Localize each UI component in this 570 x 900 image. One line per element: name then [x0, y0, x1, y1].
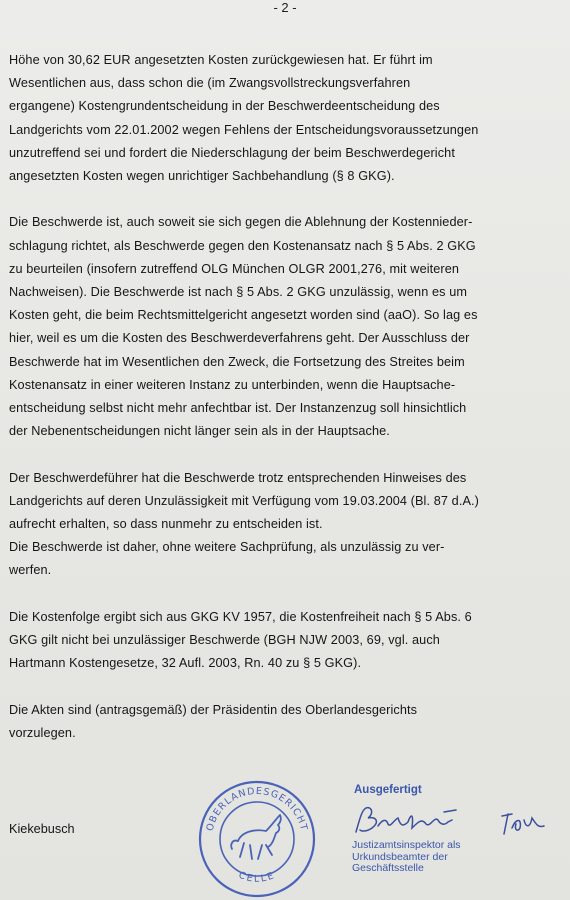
certification-role [352, 840, 461, 875]
text-line: Landgerichts auf deren Unzulässigkeit mit Verfügung vom 19.03.2004 (Bl. 87 d.A.) [9, 493, 479, 508]
text-line: Höhe von 30,62 EUR angesetzten Kosten zurückgewiesen hat. Er führt im [9, 53, 433, 67]
text-line: GKG gilt nicht bei unzulässiger Beschwerde (BGH NJW 2003, 69, vgl. auch [9, 633, 440, 648]
page-number: - 2 - [273, 0, 297, 15]
seal-ring-text: OBERLANDESGERICHT [204, 785, 310, 833]
text-line: zu beurteilen (insofern zutreffend OLG München OLGR 2001,276, mit weiteren [9, 261, 460, 276]
paragraph-4 [9, 606, 557, 676]
role-line: Urkundsbeamter der [352, 850, 448, 863]
signer-name: Kiekebusch [9, 822, 75, 836]
text-line: entscheidung selbst nicht mehr anfechtbar ist. Der Instanzenzug soll hinsichtlich [9, 401, 467, 416]
court-seal-stamp [196, 779, 318, 899]
certification-title: Ausgefertigt [354, 784, 422, 796]
certification-block [352, 784, 562, 874]
paragraph-5 [9, 699, 557, 745]
text-line: Kostenansatz in einer weiteren Instanz zu unterbinden, wenn die Hauptsache- [9, 377, 456, 392]
horse-emblem-icon [231, 815, 281, 859]
seal-city-text: CELLE [236, 869, 278, 885]
text-line: aufrecht erhalten, so dass nunmehr zu entscheiden ist. [9, 517, 323, 532]
text-line: schlagung richtet, als Beschwerde gegen den Kostenansatz nach § 5 Abs. 2 GKG [9, 238, 476, 253]
text-line: Nachweisen). Die Beschwerde ist nach § 5 Abs. 2 GKG unzulässig, wenn es um [9, 285, 468, 300]
svg-text:CELLE [237, 870, 277, 885]
text-line: Landgerichts vom 22.01.2002 wegen Fehlens der Entscheidungsvoraussetzungen [9, 122, 479, 137]
paragraph-2 [9, 211, 557, 443]
text-line: Die Beschwerde ist daher, ohne weitere Sachprüfung, als unzulässig zu ver- [9, 540, 445, 555]
svg-text:OBERLANDESGERICHT [205, 786, 310, 832]
text-line: ergangene) Kostengrundentscheidung in der Beschwerdeentscheidung des [9, 99, 440, 114]
text-line: Der Beschwerdeführer hat die Beschwerde trotz entsprechenden Hinweises des [9, 470, 467, 485]
text-line: angesetzten Kosten wegen unrichtiger Sachbehandlung (§ 8 GKG). [9, 169, 395, 184]
handwritten-signature [352, 798, 562, 840]
text-line: der Nebenentscheidungen nicht länger sein als in der Hauptsache. [9, 424, 390, 439]
text-line: Beschwerde hat im Wesentlichen den Zweck, die Fortsetzung des Streites beim [9, 354, 465, 369]
role-line: Justizamtsinspektor als [352, 839, 461, 851]
paragraph-3 [9, 467, 557, 583]
text-line: werfen. [9, 563, 52, 578]
text-line: Die Beschwerde ist, auch soweit sie sich gegen die Ablehnung der Kostennieder- [9, 215, 473, 230]
text-line: Die Akten sind (antragsgemäß) der Präsidentin des Oberlandesgerichts [9, 702, 418, 717]
text-line: Hartmann Kostengesetze, 32 Aufl. 2003, Rn. 40 zu § 5 GKG). [9, 656, 362, 671]
text-line: vorzulegen. [9, 725, 76, 740]
text-line: Kosten geht, die beim Rechtsmittelgericht angesetzt worden sind (aaO). So lag es [9, 308, 478, 323]
document-body [9, 49, 557, 745]
text-line: Wesentlichen aus, dass schon die (im Zwangsvollstreckungsverfahren [9, 76, 411, 91]
text-line: unzutreffend sei und fordert die Niederschlagung der beim Beschwerdegericht [9, 145, 455, 160]
text-line: hier, weil es um die Kosten des Beschwerdeverfahrens geht. Der Ausschluss der [9, 331, 470, 346]
text-line: Die Kostenfolge ergibt sich aus GKG KV 1957, die Kostenfreiheit nach § 5 Abs. 6 [9, 609, 472, 624]
role-line: Geschäftsstelle [352, 862, 424, 874]
paragraph-1 [9, 49, 557, 188]
